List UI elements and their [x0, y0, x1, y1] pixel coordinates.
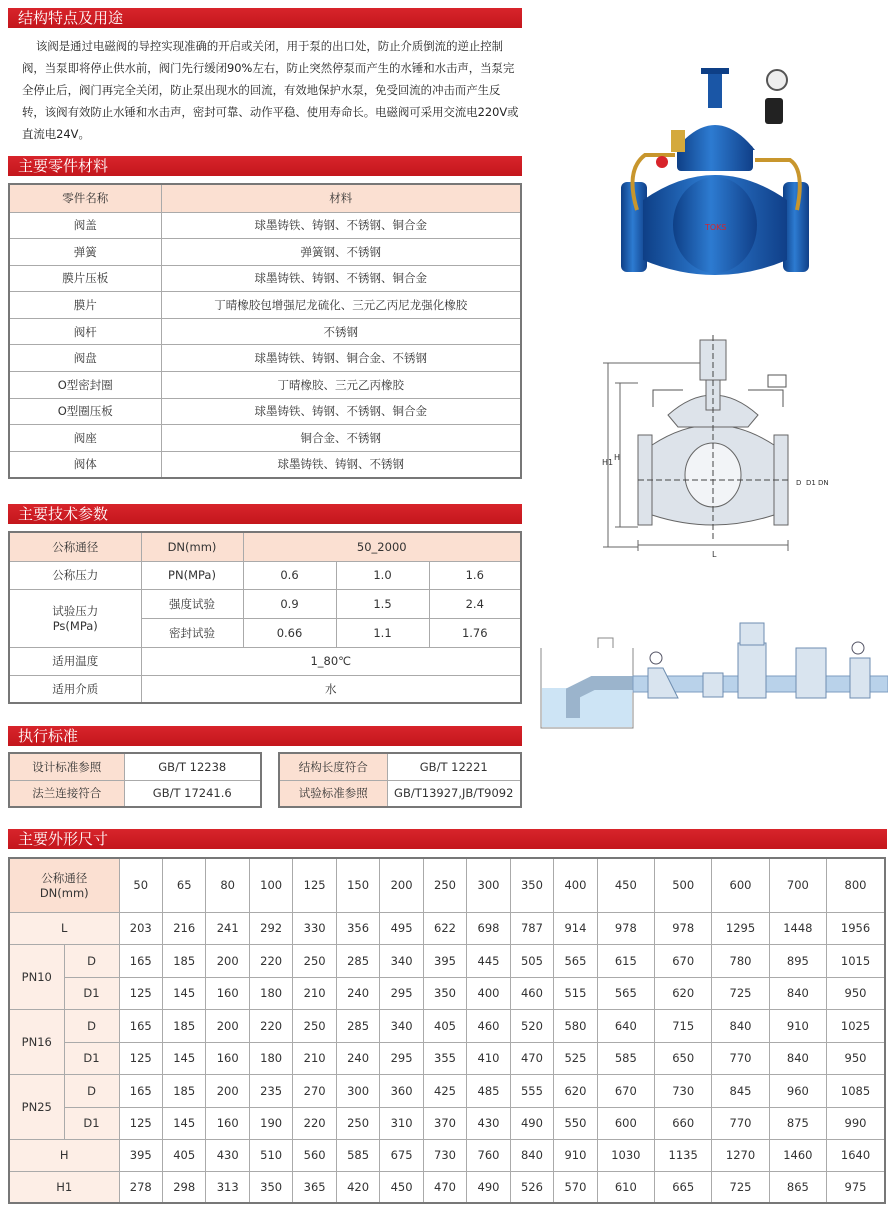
dims-header-text: 公称通径 — [41, 871, 88, 886]
dims-h1-cell: 665 — [655, 1171, 712, 1203]
dims-d1-cell: 950 — [827, 1042, 885, 1074]
parts-name-cell: 膜片压板 — [9, 265, 161, 292]
dims-row-l — [9, 912, 885, 944]
dims-h1-cell: 570 — [554, 1171, 597, 1203]
dims-l-cell: 914 — [554, 912, 597, 944]
tech-pn-unit: PN(MPa) — [141, 561, 243, 589]
svg-text:TOKS: TOKS — [705, 223, 727, 232]
dims-d1-cell: 125 — [119, 1042, 162, 1074]
dims-d1-cell: 125 — [119, 1107, 162, 1139]
dims-h1-cell: 610 — [597, 1171, 654, 1203]
drawing-label-l: L — [712, 550, 717, 559]
dims-d-cell: 520 — [510, 1009, 553, 1042]
dims-l-cell: 203 — [119, 912, 162, 944]
standard-value: GB/T 12221 — [387, 753, 521, 780]
dims-d-cell: 505 — [510, 944, 553, 977]
dims-d-cell: 895 — [769, 944, 826, 977]
dims-d1-cell: 565 — [597, 977, 654, 1009]
dims-d1-cell: 770 — [712, 1107, 769, 1139]
dims-h1-cell: 865 — [769, 1171, 826, 1203]
tech-pn-cell: 0.6 — [243, 561, 336, 589]
drawing-label-h: H — [614, 453, 621, 462]
parts-material-cell: 丁晴橡胶、三元乙丙橡胶 — [161, 372, 521, 399]
dims-h-cell: 1030 — [597, 1139, 654, 1171]
dims-l-cell: 1295 — [712, 912, 769, 944]
dims-h-cell: 395 — [119, 1139, 162, 1171]
dims-d1-cell: 145 — [162, 1107, 205, 1139]
dims-d-cell: 300 — [336, 1074, 379, 1107]
tech-strength-label: 强度试验 — [141, 589, 243, 618]
dims-d1-cell: 180 — [249, 977, 292, 1009]
dims-h-cell: 840 — [510, 1139, 553, 1171]
dims-l-cell: 241 — [206, 912, 249, 944]
dims-d1-cell: 145 — [162, 1042, 205, 1074]
parts-name-cell: 膜片 — [9, 292, 161, 319]
dims-dn-cell: 400 — [554, 858, 597, 912]
dims-d-cell: 185 — [162, 1074, 205, 1107]
standard-label: 法兰连接符合 — [9, 780, 124, 807]
dims-row-d — [9, 1074, 885, 1107]
parts-name-cell: 阀座 — [9, 425, 161, 452]
dims-d1-cell: 350 — [423, 977, 466, 1009]
dims-h1-cell: 298 — [162, 1171, 205, 1203]
dims-d1-cell: 220 — [293, 1107, 336, 1139]
dims-d-cell: 670 — [655, 944, 712, 977]
dims-dn-cell: 700 — [769, 858, 826, 912]
tech-strength-cell: 0.9 — [243, 589, 336, 618]
drawing-label-h1: H1 — [602, 458, 614, 467]
dims-dn-cell: 800 — [827, 858, 885, 912]
dims-h1-cell: 420 — [336, 1171, 379, 1203]
dims-dn-cell: 65 — [162, 858, 205, 912]
dims-d-cell: 780 — [712, 944, 769, 977]
dims-d-cell: 1085 — [827, 1074, 885, 1107]
dims-d-cell: 1025 — [827, 1009, 885, 1042]
dims-dn-cell: 200 — [380, 858, 423, 912]
dims-d1-cell: 470 — [510, 1042, 553, 1074]
standard-value: GB/T13927,JB/T9092 — [387, 780, 521, 807]
dims-dn-cell: 450 — [597, 858, 654, 912]
dims-d1-cell: 400 — [467, 977, 510, 1009]
dims-row-d — [9, 1009, 885, 1042]
dims-d1-cell: 250 — [336, 1107, 379, 1139]
dims-d-cell: 580 — [554, 1009, 597, 1042]
dims-dn-cell: 50 — [119, 858, 162, 912]
dims-l-cell: 1956 — [827, 912, 885, 944]
tech-test-pressure-text: 试验压力 — [52, 604, 99, 618]
dims-l-cell: 330 — [293, 912, 336, 944]
dims-l-cell: 698 — [467, 912, 510, 944]
dims-d-cell: 250 — [293, 1009, 336, 1042]
dims-dn-cell: 350 — [510, 858, 553, 912]
dims-row-label: H — [9, 1139, 119, 1171]
dims-d-cell: 565 — [554, 944, 597, 977]
dims-d1-cell: 600 — [597, 1107, 654, 1139]
dims-d-cell: 730 — [655, 1074, 712, 1107]
dims-d1-cell: 370 — [423, 1107, 466, 1139]
dims-h-cell: 430 — [206, 1139, 249, 1171]
tech-seal-cell: 1.1 — [336, 618, 429, 647]
dims-h-cell: 510 — [249, 1139, 292, 1171]
dims-row-label: D1 — [64, 1042, 119, 1074]
dims-d1-cell: 240 — [336, 1042, 379, 1074]
dims-d1-cell: 725 — [712, 977, 769, 1009]
dims-d1-cell: 310 — [380, 1107, 423, 1139]
dims-row-d1 — [9, 1042, 885, 1074]
dims-d-cell: 285 — [336, 1009, 379, 1042]
dims-d1-cell: 525 — [554, 1042, 597, 1074]
parts-row — [9, 292, 521, 319]
dims-d-cell: 200 — [206, 1074, 249, 1107]
parts-row — [9, 398, 521, 425]
tech-nominal-dia-label: 公称通径 — [9, 532, 141, 561]
tech-test-pressure-label — [9, 589, 141, 647]
dims-d-cell: 250 — [293, 944, 336, 977]
tech-pn-cell: 1.0 — [336, 561, 429, 589]
dims-h1-cell: 490 — [467, 1171, 510, 1203]
section-title-parts: 主要零件材料 — [8, 156, 522, 176]
dims-d1-cell: 145 — [162, 977, 205, 1009]
tech-table — [8, 531, 522, 704]
dims-l-cell: 356 — [336, 912, 379, 944]
dims-d-cell: 960 — [769, 1074, 826, 1107]
section-title-tech: 主要技术参数 — [8, 504, 522, 524]
dims-d-cell: 165 — [119, 1074, 162, 1107]
dims-d-cell: 200 — [206, 1009, 249, 1042]
dims-h-cell: 405 — [162, 1139, 205, 1171]
installation-schematic — [538, 618, 888, 733]
dims-header-label — [9, 858, 119, 912]
dims-h-cell: 585 — [336, 1139, 379, 1171]
parts-name-cell: 阀体 — [9, 451, 161, 478]
dims-d-cell: 620 — [554, 1074, 597, 1107]
tech-strength-cell: 1.5 — [336, 589, 429, 618]
dims-h1-cell: 470 — [423, 1171, 466, 1203]
dims-d1-cell: 550 — [554, 1107, 597, 1139]
dims-d-cell: 285 — [336, 944, 379, 977]
valve-section-drawing — [598, 335, 833, 560]
section-title-features: 结构特点及用途 — [8, 8, 522, 28]
dims-d-cell: 340 — [380, 1009, 423, 1042]
dims-h-cell: 1270 — [712, 1139, 769, 1171]
dims-h-cell: 910 — [554, 1139, 597, 1171]
parts-name-cell: 弹簧 — [9, 239, 161, 266]
dims-d-cell: 200 — [206, 944, 249, 977]
dims-l-cell: 216 — [162, 912, 205, 944]
dims-d-cell: 845 — [712, 1074, 769, 1107]
dims-l-cell: 495 — [380, 912, 423, 944]
dims-d1-cell: 160 — [206, 1107, 249, 1139]
dims-d1-cell: 210 — [293, 977, 336, 1009]
dims-l-cell: 978 — [655, 912, 712, 944]
dims-row-label: D — [64, 944, 119, 977]
dims-d-cell: 715 — [655, 1009, 712, 1042]
dims-header-row — [9, 858, 885, 912]
standard-label: 设计标准参照 — [9, 753, 124, 780]
dims-dn-cell: 125 — [293, 858, 336, 912]
dims-d1-cell: 125 — [119, 977, 162, 1009]
dims-h-cell: 675 — [380, 1139, 423, 1171]
dims-d-cell: 460 — [467, 1009, 510, 1042]
parts-header-name: 零件名称 — [9, 184, 161, 212]
dims-dn-cell: 600 — [712, 858, 769, 912]
dims-group-label: PN10 — [9, 944, 64, 1009]
dims-row-d1 — [9, 977, 885, 1009]
tech-medium-label: 适用介质 — [9, 675, 141, 703]
dims-d-cell: 165 — [119, 1009, 162, 1042]
dims-d1-cell: 840 — [769, 1042, 826, 1074]
dims-h-cell: 1135 — [655, 1139, 712, 1171]
parts-name-cell: 阀盘 — [9, 345, 161, 372]
parts-row — [9, 318, 521, 345]
dims-d-cell: 840 — [712, 1009, 769, 1042]
dims-h1-cell: 365 — [293, 1171, 336, 1203]
dims-h1-cell: 725 — [712, 1171, 769, 1203]
parts-name-cell: O型圈压板 — [9, 398, 161, 425]
dims-h-cell: 760 — [467, 1139, 510, 1171]
dims-row-h1 — [9, 1171, 885, 1203]
dims-h1-cell: 450 — [380, 1171, 423, 1203]
section-title-standards: 执行标准 — [8, 726, 522, 746]
dims-d1-cell: 160 — [206, 977, 249, 1009]
parts-material-cell: 球墨铸铁、铸钢、不锈钢 — [161, 451, 521, 478]
dims-h-cell: 1460 — [769, 1139, 826, 1171]
dims-d-cell: 910 — [769, 1009, 826, 1042]
dims-h-cell: 1640 — [827, 1139, 885, 1171]
parts-row — [9, 212, 521, 239]
dims-l-cell: 622 — [423, 912, 466, 944]
dims-dn-cell: 150 — [336, 858, 379, 912]
dims-h1-cell: 350 — [249, 1171, 292, 1203]
dims-d1-cell: 160 — [206, 1042, 249, 1074]
dims-h1-cell: 975 — [827, 1171, 885, 1203]
tech-temp-label: 适用温度 — [9, 647, 141, 675]
dims-dn-cell: 100 — [249, 858, 292, 912]
dims-d-cell: 395 — [423, 944, 466, 977]
dims-d-cell: 185 — [162, 944, 205, 977]
dims-dn-cell: 300 — [467, 858, 510, 912]
dims-d-cell: 235 — [249, 1074, 292, 1107]
parts-row — [9, 451, 521, 478]
dims-d-cell: 340 — [380, 944, 423, 977]
standards-table-right — [278, 752, 522, 808]
parts-header-material: 材料 — [161, 184, 521, 212]
standards-table-left — [8, 752, 262, 808]
tech-dn-unit: DN(mm) — [141, 532, 243, 561]
parts-table — [8, 183, 522, 479]
parts-material-cell: 不锈钢 — [161, 318, 521, 345]
parts-name-cell: 阀盖 — [9, 212, 161, 239]
dims-d-cell: 405 — [423, 1009, 466, 1042]
dims-d1-cell: 950 — [827, 977, 885, 1009]
parts-material-cell: 球墨铸铁、铸钢、不锈钢、铜合金 — [161, 398, 521, 425]
dims-row-label: D1 — [64, 1107, 119, 1139]
dims-d1-cell: 660 — [655, 1107, 712, 1139]
dims-d1-cell: 490 — [510, 1107, 553, 1139]
tech-seal-label: 密封试验 — [141, 618, 243, 647]
dims-d-cell: 165 — [119, 944, 162, 977]
dims-d-cell: 425 — [423, 1074, 466, 1107]
description-text: 该阀是通过电磁阀的导控实现准确的开启或关闭，用于泵的出口处，防止介质倒流的逆止控制阀，当泵即将停止供水前，阀门先行缓闭90%左右，防止突然停泵而产生的水锤和水击声，当泵完全停止后，阀门再完全关闭，防止泵出现水的回流，有效地保护水泵，免受回流的冲击而产生反转，该阀有效防止水锤和水击声，密封可靠、动作平稳、使用寿命长。电磁阀可采用交流电220V或直流电24V。 — [22, 39, 519, 141]
dims-row-label: D1 — [64, 977, 119, 1009]
dims-d1-cell: 410 — [467, 1042, 510, 1074]
valve-photo — [615, 60, 815, 285]
tech-seal-cell: 0.66 — [243, 618, 336, 647]
dims-l-cell: 978 — [597, 912, 654, 944]
dims-header-unit: DN(mm) — [39, 886, 89, 901]
dims-d-cell: 360 — [380, 1074, 423, 1107]
dims-dn-cell: 250 — [423, 858, 466, 912]
dims-row-h — [9, 1139, 885, 1171]
parts-material-cell: 丁晴橡胶包增强尼龙硫化、三元乙丙尼龙强化橡胶 — [161, 292, 521, 319]
parts-material-cell: 球墨铸铁、铸钢、铜合金、不锈钢 — [161, 345, 521, 372]
dims-d1-cell: 770 — [712, 1042, 769, 1074]
dims-d1-cell: 585 — [597, 1042, 654, 1074]
dims-d-cell: 1015 — [827, 944, 885, 977]
dims-d1-cell: 295 — [380, 1042, 423, 1074]
tech-test-pressure-unit: Ps(MPa) — [52, 619, 98, 633]
dims-h1-cell: 526 — [510, 1171, 553, 1203]
standard-label: 试验标准参照 — [279, 780, 387, 807]
dims-d-cell: 485 — [467, 1074, 510, 1107]
dims-h1-cell: 278 — [119, 1171, 162, 1203]
parts-row — [9, 239, 521, 266]
dims-d1-cell: 460 — [510, 977, 553, 1009]
dims-d-cell: 615 — [597, 944, 654, 977]
tech-medium-value: 水 — [141, 675, 521, 703]
dims-d1-cell: 430 — [467, 1107, 510, 1139]
dims-d1-cell: 210 — [293, 1042, 336, 1074]
tech-temp-value: 1_80℃ — [141, 647, 521, 675]
dims-d1-cell: 515 — [554, 977, 597, 1009]
drawing-label-d: D — [796, 479, 802, 487]
dims-h-cell: 730 — [423, 1139, 466, 1171]
dims-l-cell: 787 — [510, 912, 553, 944]
dims-d-cell: 220 — [249, 944, 292, 977]
drawing-label-dn: DN — [818, 479, 829, 487]
dims-h-cell: 560 — [293, 1139, 336, 1171]
dims-h1-cell: 313 — [206, 1171, 249, 1203]
dims-table — [8, 857, 886, 1204]
dims-group-label: PN25 — [9, 1074, 64, 1139]
parts-name-cell: 阀杆 — [9, 318, 161, 345]
dims-d-cell: 270 — [293, 1074, 336, 1107]
dims-d-cell: 445 — [467, 944, 510, 977]
parts-row — [9, 425, 521, 452]
dims-d-cell: 640 — [597, 1009, 654, 1042]
parts-row — [9, 372, 521, 399]
dims-d1-cell: 180 — [249, 1042, 292, 1074]
parts-material-cell: 球墨铸铁、铸钢、不锈钢、铜合金 — [161, 265, 521, 292]
parts-material-cell: 铜合金、不锈钢 — [161, 425, 521, 452]
standard-value: GB/T 17241.6 — [124, 780, 261, 807]
tech-seal-cell: 1.76 — [429, 618, 521, 647]
dims-d1-cell: 990 — [827, 1107, 885, 1139]
dims-d1-cell: 295 — [380, 977, 423, 1009]
parts-name-cell: O型密封圈 — [9, 372, 161, 399]
tech-strength-cell: 2.4 — [429, 589, 521, 618]
standard-label: 结构长度符合 — [279, 753, 387, 780]
dims-group-label: PN16 — [9, 1009, 64, 1074]
dims-d-cell: 220 — [249, 1009, 292, 1042]
tech-dn-range: 50_2000 — [243, 532, 521, 561]
dims-d1-cell: 190 — [249, 1107, 292, 1139]
parts-material-cell: 弹簧钢、不锈钢 — [161, 239, 521, 266]
parts-material-cell: 球墨铸铁、铸钢、不锈钢、铜合金 — [161, 212, 521, 239]
parts-row — [9, 265, 521, 292]
section-title-dims: 主要外形尺寸 — [8, 829, 887, 849]
dims-d1-cell: 620 — [655, 977, 712, 1009]
dims-d1-cell: 650 — [655, 1042, 712, 1074]
dims-row-label: L — [9, 912, 119, 944]
dims-l-cell: 1448 — [769, 912, 826, 944]
tech-nominal-pressure-label: 公称压力 — [9, 561, 141, 589]
dims-row-label: D — [64, 1074, 119, 1107]
dims-row-d — [9, 944, 885, 977]
dims-row-d1 — [9, 1107, 885, 1139]
dims-d1-cell: 840 — [769, 977, 826, 1009]
dims-d1-cell: 355 — [423, 1042, 466, 1074]
dims-d-cell: 185 — [162, 1009, 205, 1042]
dims-d1-cell: 240 — [336, 977, 379, 1009]
dims-dn-cell: 500 — [655, 858, 712, 912]
dims-d-cell: 555 — [510, 1074, 553, 1107]
dims-l-cell: 292 — [249, 912, 292, 944]
drawing-label-d1: D1 — [806, 479, 816, 487]
tech-pn-cell: 1.6 — [429, 561, 521, 589]
dims-d-cell: 670 — [597, 1074, 654, 1107]
dims-row-label: D — [64, 1009, 119, 1042]
dims-d1-cell: 875 — [769, 1107, 826, 1139]
dims-dn-cell: 80 — [206, 858, 249, 912]
standard-value: GB/T 12238 — [124, 753, 261, 780]
dims-row-label: H1 — [9, 1171, 119, 1203]
parts-row — [9, 345, 521, 372]
